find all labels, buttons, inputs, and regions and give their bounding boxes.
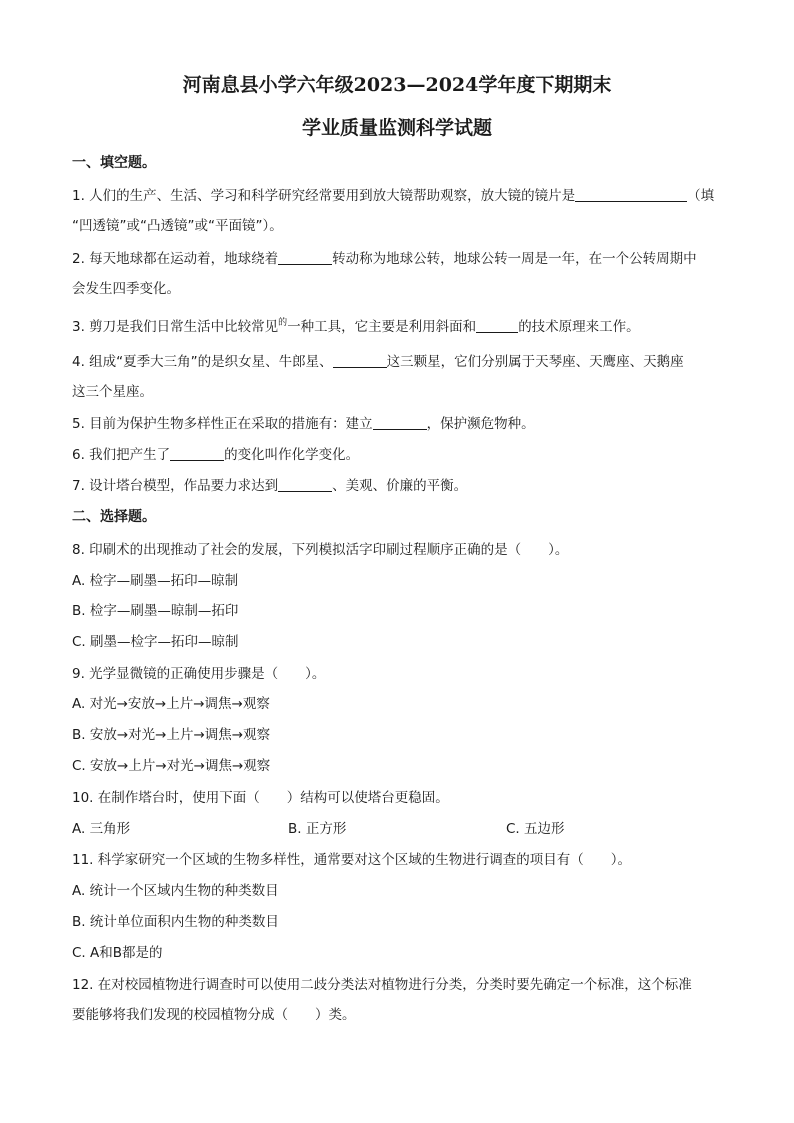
answer-blank[interactable] xyxy=(476,318,518,333)
option-10a[interactable]: A. 三角形 xyxy=(72,821,131,837)
option-11b[interactable]: B. 统计单位面积内生物的种类数目 xyxy=(72,914,279,930)
question-1: 1. 人们的生产、生活、学习和科学研究经常要用到放大镜帮助观察，放大镜的镜片是 （填 xyxy=(72,188,715,204)
option-8a[interactable]: A. 检字—刷墨—拓印—晾制 xyxy=(72,573,239,589)
question-5: 5. 目前为保护生物多样性正在采取的措施有：建立 ，保护濒危物种。 xyxy=(72,416,535,432)
section-heading-choice: 二、选择题。 xyxy=(72,509,156,525)
exam-title: 河南息县小学六年级2023—2024学年度下期期末 xyxy=(182,74,612,96)
question-8: 8. 印刷术的出现推动了社会的发展，下列模拟活字印刷过程顺序正确的是（ ）。 xyxy=(72,542,569,558)
option-10b[interactable]: B. 正方形 xyxy=(288,821,347,837)
answer-blank[interactable] xyxy=(170,446,224,461)
question-4: 4. 组成“夏季大三角”的是织女星、牛郎星、 这三颗星，它们分别属于天琴座、天鹰座、天鹅座 xyxy=(72,354,684,370)
question-3: 3. 剪刀是我们日常生活中比较常见$^的$一种工具，它主要是利用斜面和 的技术原理来工作。 xyxy=(72,318,640,335)
question-12: 12. 在对校园植物进行调查时可以使用二歧分类法对植物进行分类，分类时要先确定一个标准，这个标准 xyxy=(72,977,692,993)
question-2-cont: 会发生四季变化。 xyxy=(72,281,180,297)
question-11: 11. 科学家研究一个区域的生物多样性，通常要对这个区域的生物进行调查的项目有（ ）。 xyxy=(72,852,632,868)
option-8b[interactable]: B. 检字—刷墨—晾制—拓印 xyxy=(72,603,239,619)
question-4-cont: 这三个星座。 xyxy=(72,384,153,400)
option-11a[interactable]: A. 统计一个区域内生物的种类数目 xyxy=(72,883,279,899)
answer-blank[interactable] xyxy=(575,187,687,202)
question-7: 7. 设计塔台模型，作品要力求达到 、美观、价廉的平衡。 xyxy=(72,478,468,494)
question-10: 10. 在制作塔台时，使用下面（ ）结构可以使塔台更稳固。 xyxy=(72,790,449,806)
question-1-cont: “凹透镜”或“凸透镜”或“平面镜”）。 xyxy=(72,218,283,234)
question-6: 6. 我们把产生了 的变化叫作化学变化。 xyxy=(72,447,360,463)
option-10c[interactable]: C. 五边形 xyxy=(506,821,565,837)
answer-blank[interactable] xyxy=(278,477,332,492)
section-heading-fill-in: 一、填空题。 xyxy=(72,155,156,171)
option-11c[interactable]: C. A和B都是的 xyxy=(72,945,163,961)
exam-subtitle: 学业质量监测科学试题 xyxy=(301,117,492,139)
option-8c[interactable]: C. 刷墨—检字—拓印—晾制 xyxy=(72,634,239,650)
question-2: 2. 每天地球都在运动着，地球绕着 转动称为地球公转，地球公转一周是一年，在一个公转周期中 xyxy=(72,251,697,267)
answer-blank[interactable] xyxy=(278,250,332,265)
option-9c[interactable]: C. 安放→上片→对光→调焦→观察 xyxy=(72,758,271,774)
question-9: 9. 光学显微镜的正确使用步骤是（ ）。 xyxy=(72,666,326,682)
answer-blank[interactable] xyxy=(333,353,387,368)
answer-blank[interactable] xyxy=(373,415,427,430)
option-9b[interactable]: B. 安放→对光→上片→调焦→观察 xyxy=(72,727,271,743)
option-9a[interactable]: A. 对光→安放→上片→调焦→观察 xyxy=(72,696,270,712)
question-12-cont: 要能够将我们发现的校园植物分成（ ）类。 xyxy=(72,1007,356,1023)
